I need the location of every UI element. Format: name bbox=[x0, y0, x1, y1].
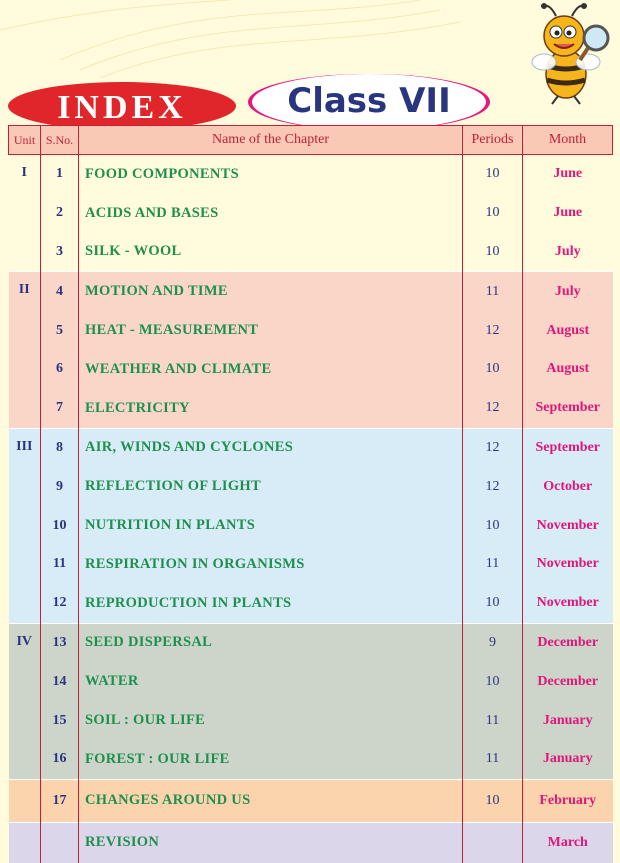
table-row bbox=[9, 233, 613, 272]
table-row bbox=[9, 272, 613, 311]
bee-with-magnifier-icon bbox=[522, 2, 618, 106]
periods-cell: 12 bbox=[463, 428, 523, 467]
table-row bbox=[9, 822, 613, 863]
column-header-periods: Periods bbox=[463, 126, 523, 155]
sno-cell bbox=[41, 822, 79, 863]
chapter-name-cell: SILK - WOOL bbox=[79, 233, 463, 272]
unit-cell bbox=[9, 584, 41, 623]
periods-cell: 10 bbox=[463, 233, 523, 272]
periods-cell: 11 bbox=[463, 545, 523, 584]
unit-cell: II bbox=[9, 272, 41, 311]
chapter-name-cell: REPRODUCTION IN PLANTS bbox=[79, 584, 463, 623]
chapter-name-cell: FOOD COMPONENTS bbox=[79, 155, 463, 194]
unit-cell: IV bbox=[9, 623, 41, 662]
sno-cell: 14 bbox=[41, 662, 79, 701]
unit-cell bbox=[9, 701, 41, 740]
table-row bbox=[9, 389, 613, 428]
table-row bbox=[9, 740, 613, 779]
unit-cell bbox=[9, 194, 41, 233]
month-cell: February bbox=[523, 779, 613, 822]
table-row bbox=[9, 311, 613, 350]
periods-cell: 12 bbox=[463, 389, 523, 428]
unit-cell bbox=[9, 389, 41, 428]
sno-cell: 11 bbox=[41, 545, 79, 584]
unit-cell bbox=[9, 233, 41, 272]
table-row bbox=[9, 506, 613, 545]
month-cell: January bbox=[523, 740, 613, 779]
table-row bbox=[9, 194, 613, 233]
periods-cell: 10 bbox=[463, 194, 523, 233]
table-row bbox=[9, 779, 613, 822]
month-cell: July bbox=[523, 272, 613, 311]
chapter-name-cell: RESPIRATION IN ORGANISMS bbox=[79, 545, 463, 584]
periods-cell bbox=[463, 822, 523, 863]
month-cell: June bbox=[523, 194, 613, 233]
periods-cell: 10 bbox=[463, 779, 523, 822]
table-row bbox=[9, 467, 613, 506]
sno-cell: 5 bbox=[41, 311, 79, 350]
month-cell: June bbox=[523, 155, 613, 194]
chapter-name-cell: NUTRITION IN PLANTS bbox=[79, 506, 463, 545]
table-row bbox=[9, 545, 613, 584]
sno-cell: 6 bbox=[41, 350, 79, 389]
month-cell: October bbox=[523, 467, 613, 506]
chapter-name-cell: WEATHER AND CLIMATE bbox=[79, 350, 463, 389]
chapter-name-cell: HEAT - MEASUREMENT bbox=[79, 311, 463, 350]
sno-cell: 8 bbox=[41, 428, 79, 467]
periods-cell: 10 bbox=[463, 350, 523, 389]
month-cell: March bbox=[523, 822, 613, 863]
unit-cell bbox=[9, 467, 41, 506]
table-row bbox=[9, 662, 613, 701]
periods-cell: 10 bbox=[463, 506, 523, 545]
table-row bbox=[9, 584, 613, 623]
periods-cell: 10 bbox=[463, 662, 523, 701]
sno-cell: 2 bbox=[41, 194, 79, 233]
month-cell: September bbox=[523, 428, 613, 467]
unit-cell: III bbox=[9, 428, 41, 467]
unit-cell bbox=[9, 311, 41, 350]
table-row bbox=[9, 701, 613, 740]
table-row bbox=[9, 350, 613, 389]
chapter-name-cell: REFLECTION OF LIGHT bbox=[79, 467, 463, 506]
unit-cell bbox=[9, 662, 41, 701]
chapter-name-cell: CHANGES AROUND US bbox=[79, 779, 463, 822]
unit-cell bbox=[9, 545, 41, 584]
sno-cell: 4 bbox=[41, 272, 79, 311]
month-cell: November bbox=[523, 545, 613, 584]
unit-cell bbox=[9, 506, 41, 545]
sno-cell: 7 bbox=[41, 389, 79, 428]
month-cell: November bbox=[523, 584, 613, 623]
sno-cell: 17 bbox=[41, 779, 79, 822]
sno-cell: 12 bbox=[41, 584, 79, 623]
periods-cell: 12 bbox=[463, 467, 523, 506]
column-header-unit: Unit bbox=[9, 126, 41, 155]
table-row bbox=[9, 155, 613, 194]
column-header-month: Month bbox=[523, 126, 613, 155]
chapter-name-cell: MOTION AND TIME bbox=[79, 272, 463, 311]
month-cell: August bbox=[523, 311, 613, 350]
month-cell: December bbox=[523, 662, 613, 701]
month-cell: January bbox=[523, 701, 613, 740]
month-cell: November bbox=[523, 506, 613, 545]
unit-cell: I bbox=[9, 155, 41, 194]
table-header-row bbox=[9, 126, 613, 155]
periods-cell: 10 bbox=[463, 155, 523, 194]
index-badge: INDEX bbox=[8, 82, 236, 130]
periods-cell: 10 bbox=[463, 584, 523, 623]
month-cell: August bbox=[523, 350, 613, 389]
unit-cell bbox=[9, 822, 41, 863]
sno-cell: 15 bbox=[41, 701, 79, 740]
chapter-name-cell: FOREST : OUR LIFE bbox=[79, 740, 463, 779]
chapter-index-table bbox=[8, 125, 613, 863]
column-header-chapter: Name of the Chapter bbox=[79, 126, 463, 155]
chapter-name-cell: ELECTRICITY bbox=[79, 389, 463, 428]
unit-cell bbox=[9, 350, 41, 389]
month-cell: July bbox=[523, 233, 613, 272]
unit-cell bbox=[9, 740, 41, 779]
sno-cell: 10 bbox=[41, 506, 79, 545]
periods-cell: 11 bbox=[463, 272, 523, 311]
periods-cell: 11 bbox=[463, 701, 523, 740]
chapter-name-cell: AIR, WINDS AND CYCLONES bbox=[79, 428, 463, 467]
month-cell: September bbox=[523, 389, 613, 428]
periods-cell: 11 bbox=[463, 740, 523, 779]
periods-cell: 9 bbox=[463, 623, 523, 662]
sno-cell: 13 bbox=[41, 623, 79, 662]
chapter-name-cell: SEED DISPERSAL bbox=[79, 623, 463, 662]
chapter-name-cell: ACIDS AND BASES bbox=[79, 194, 463, 233]
table-row bbox=[9, 623, 613, 662]
class-title: Class VII bbox=[252, 74, 486, 130]
sno-cell: 3 bbox=[41, 233, 79, 272]
chapter-name-cell: SOIL : OUR LIFE bbox=[79, 701, 463, 740]
chapter-name-cell: WATER bbox=[79, 662, 463, 701]
table-row bbox=[9, 428, 613, 467]
unit-cell bbox=[9, 779, 41, 822]
sno-cell: 9 bbox=[41, 467, 79, 506]
sno-cell: 16 bbox=[41, 740, 79, 779]
sno-cell: 1 bbox=[41, 155, 79, 194]
periods-cell: 12 bbox=[463, 311, 523, 350]
chapter-name-cell: REVISION bbox=[79, 822, 463, 863]
month-cell: December bbox=[523, 623, 613, 662]
column-header-sno: S.No. bbox=[41, 126, 79, 155]
